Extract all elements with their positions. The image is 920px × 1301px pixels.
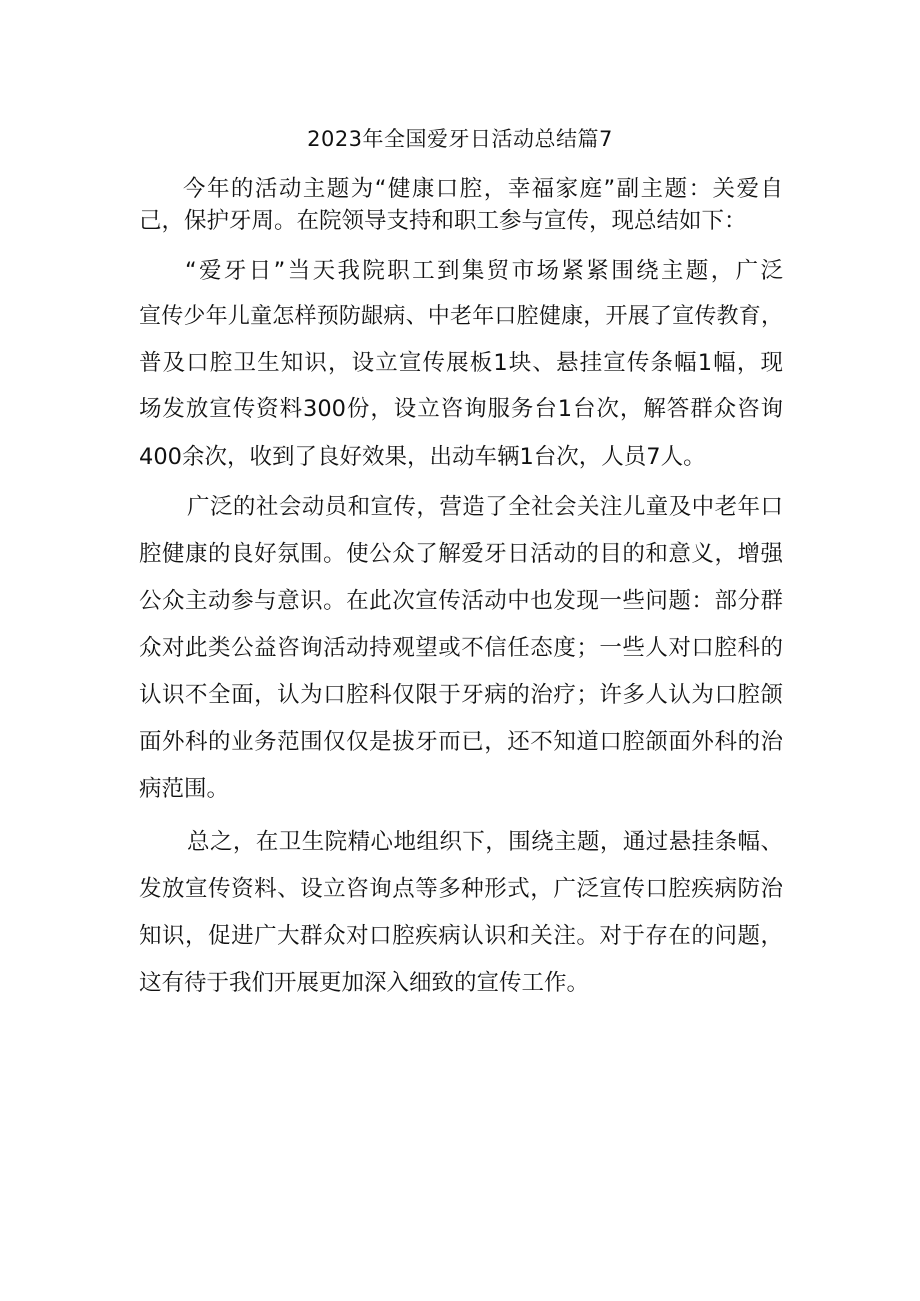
paragraph-2-line-2: 宣传少年儿童怎样预防龈病、中老年口腔健康，开展了宣传教育， — [139, 304, 783, 329]
paragraph-3-line-3: 公众主动参与意识。在此次宣传活动中也发现一些问题：部分群 — [139, 588, 783, 614]
paragraph-3-line-6: 面外科的业务范围仅仅是拔牙而已，还不知道口腔颌面外科的治 — [139, 729, 783, 755]
paragraph-4-line-2: 发放宣传资料、设立咨询点等多种形式，广泛宣传口腔疾病防治 — [139, 876, 783, 902]
paragraph-3-line-4: 众对此类公益咨询活动持观望或不信任态度；一些人对口腔科的 — [139, 635, 783, 661]
paragraph-3-line-2: 腔健康的良好氛围。使公众了解爱牙日活动的目的和意义，增强 — [139, 541, 783, 567]
paragraph-4-line-1: 总之，在卫生院精心地组织下，围绕主题，通过悬挂条幅、 — [187, 829, 783, 855]
paragraph-2-line-4: 场发放宣传资料300份，设立咨询服务台1台次，解答群众咨询 — [139, 396, 783, 422]
paragraph-2-line-1: “爱牙日”当天我院职工到集贸市场紧紧围绕主题，广泛 — [185, 258, 783, 284]
paragraph-2-line-5: 400余次，收到了良好效果，出动车辆1台次，人员7人。 — [139, 444, 706, 470]
paragraph-4-line-3: 知识，促进广大群众对口腔疾病认识和关注。对于存在的问题， — [139, 923, 783, 949]
paragraph-1-line-2: 己，保护牙周。在院领导支持和职工参与宣传，现总结如下： — [139, 208, 747, 234]
paragraph-3-line-7: 病范围。 — [139, 776, 230, 802]
paragraph-4-line-4: 这有待于我们开展更加深入细致的宣传工作。 — [139, 970, 590, 996]
document-title: 2023年全国爱牙日活动总结篇7 — [307, 127, 613, 151]
paragraph-1-line-1: 今年的活动主题为“健康口腔，幸福家庭”副主题：关爱自 — [183, 176, 783, 202]
paragraph-3-line-1: 广泛的社会动员和宣传，营造了全社会关注儿童及中老年口 — [187, 494, 783, 520]
paragraph-3-line-5: 认识不全面，认为口腔科仅限于牙病的治疗；许多人认为口腔颌 — [139, 682, 783, 708]
paragraph-2-line-3: 普及口腔卫生知识，设立宣传展板1块、悬挂宣传条幅1幅，现 — [139, 350, 783, 376]
